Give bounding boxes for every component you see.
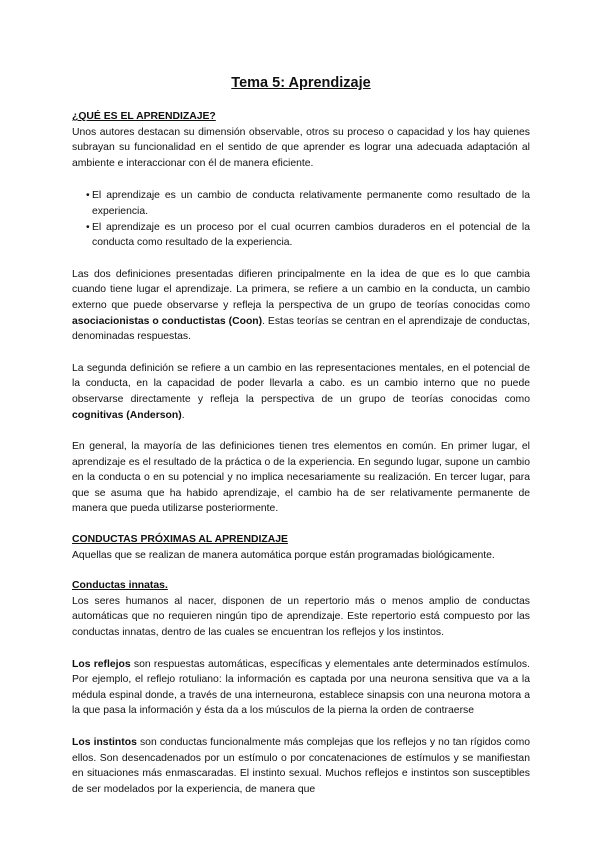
bullet-icon: • xyxy=(86,221,90,233)
intro-paragraph: Unos autores destacan su dimensión observable, otros su proceso o capacidad y los hay quienes subrayan su funcionalidad en el sentido de que aprender es lograr una adecuada adaptación al ambiente e interaccionar con él de manera eficiente. xyxy=(72,126,530,169)
paragraph-reflejos: Los reflejos son respuestas automáticas, específicas y elementales ante determinados estímulos. Por ejemplo, el reflejo rotuliano: la información es captada por una neurona sensitiva que va a la médula espinal donde, a través de una interneurona, establece sinapsis con una neurona motora a la que pasa la información y ésta da a los músculos de la pierna la orden de contraerse xyxy=(72,658,530,717)
bold-term-cognitivas: cognitivas (Anderson) xyxy=(72,409,182,421)
definition-text: El aprendizaje es un proceso por el cual ocurren cambios duraderos en el potencial de la conducta como resultado de la experiencia. xyxy=(92,221,530,249)
definition-list xyxy=(72,188,530,250)
bold-term-instintos: Los instintos xyxy=(72,737,137,748)
definition-item xyxy=(86,188,530,219)
conductas-proximas-intro: Aquellas que se realizan de manera automática porque están programadas biológicamente. xyxy=(72,549,495,561)
bullet-icon: • xyxy=(86,190,90,202)
paragraph-cognitive-definition: La segunda definición se refiere a un cambio en las representaciones mentales, en el potencial de la conducta, en la capacidad de poder llevarla a cabo. es un cambio interno que no puede observarse directamente y refleja la perspectiva de un grupo de teorías conocidas como cognitivas (Anderson). xyxy=(72,362,530,421)
section-heading-conductas-proximas: CONDUCTAS PRÓXIMAS AL APRENDIZAJE xyxy=(72,534,288,546)
page-title: Tema 5: Aprendizaje xyxy=(231,75,371,91)
bold-term-reflejos: Los reflejos xyxy=(72,658,131,670)
paragraph-definitions-difference: Las dos definiciones presentadas difieren principalmente en la idea de que es lo que cambia cuando tiene lugar el aprendizaje. La primera, se refiere a un cambio en la conducta, un cambio externo que puede observarse y refleja la perspectiva de un grupo de teorías conocidas como asociacionistas o conductistas (Coon). Estas teorías se centran en el aprendizaje de conductas, denominadas respuestas. xyxy=(72,268,530,343)
paragraph-conductas-innatas: Los seres humanos al nacer, disponen de un repertorio más o menos amplio de conductas automáticas que no requieren ningún tipo de aprendizaje. Este repertorio está compuesto por las conductas innatas, dentro de las cuales se encuentran los reflejos y los instintos. xyxy=(72,595,530,639)
paragraph-instintos: Los instintos son conductas funcionalmente más complejas que los reflejos y no tan rígidos como ellos. Son desencadenados por un estímulo o por concatenaciones de estímulos y se manifiestan en situaciones más enmascaradas. El instinto sexual. Muchos reflejos e instintos son susceptibles de ser modelados por la experiencia, de manera que xyxy=(72,737,531,795)
bold-term-conductistas: asociacionistas o conductistas (Coon) xyxy=(72,315,263,327)
definition-text: El aprendizaje es un cambio de conducta relativamente permanente como resultado de la experiencia. xyxy=(92,190,530,217)
paragraph-common-elements: En general, la mayoría de las definiciones tienen tres elementos en común. En primer lugar, el aprendizaje es el resultado de la práctica o de la experiencia. En segundo lugar, supone un cambio en la conducta o en su potencial y no implica necesariamente su realización. En tercer lugar, para que se asuma que ha habido aprendizaje, el cambio ha de ser relativamente permanente de manera que pueda utilizarse posteriormente. xyxy=(72,441,530,515)
definition-item xyxy=(86,220,530,251)
subheading-conductas-innatas: Conductas innatas. xyxy=(72,580,168,592)
section-heading-que-es-aprendizaje: ¿QUÉ ES EL APRENDIZAJE? xyxy=(72,111,216,122)
